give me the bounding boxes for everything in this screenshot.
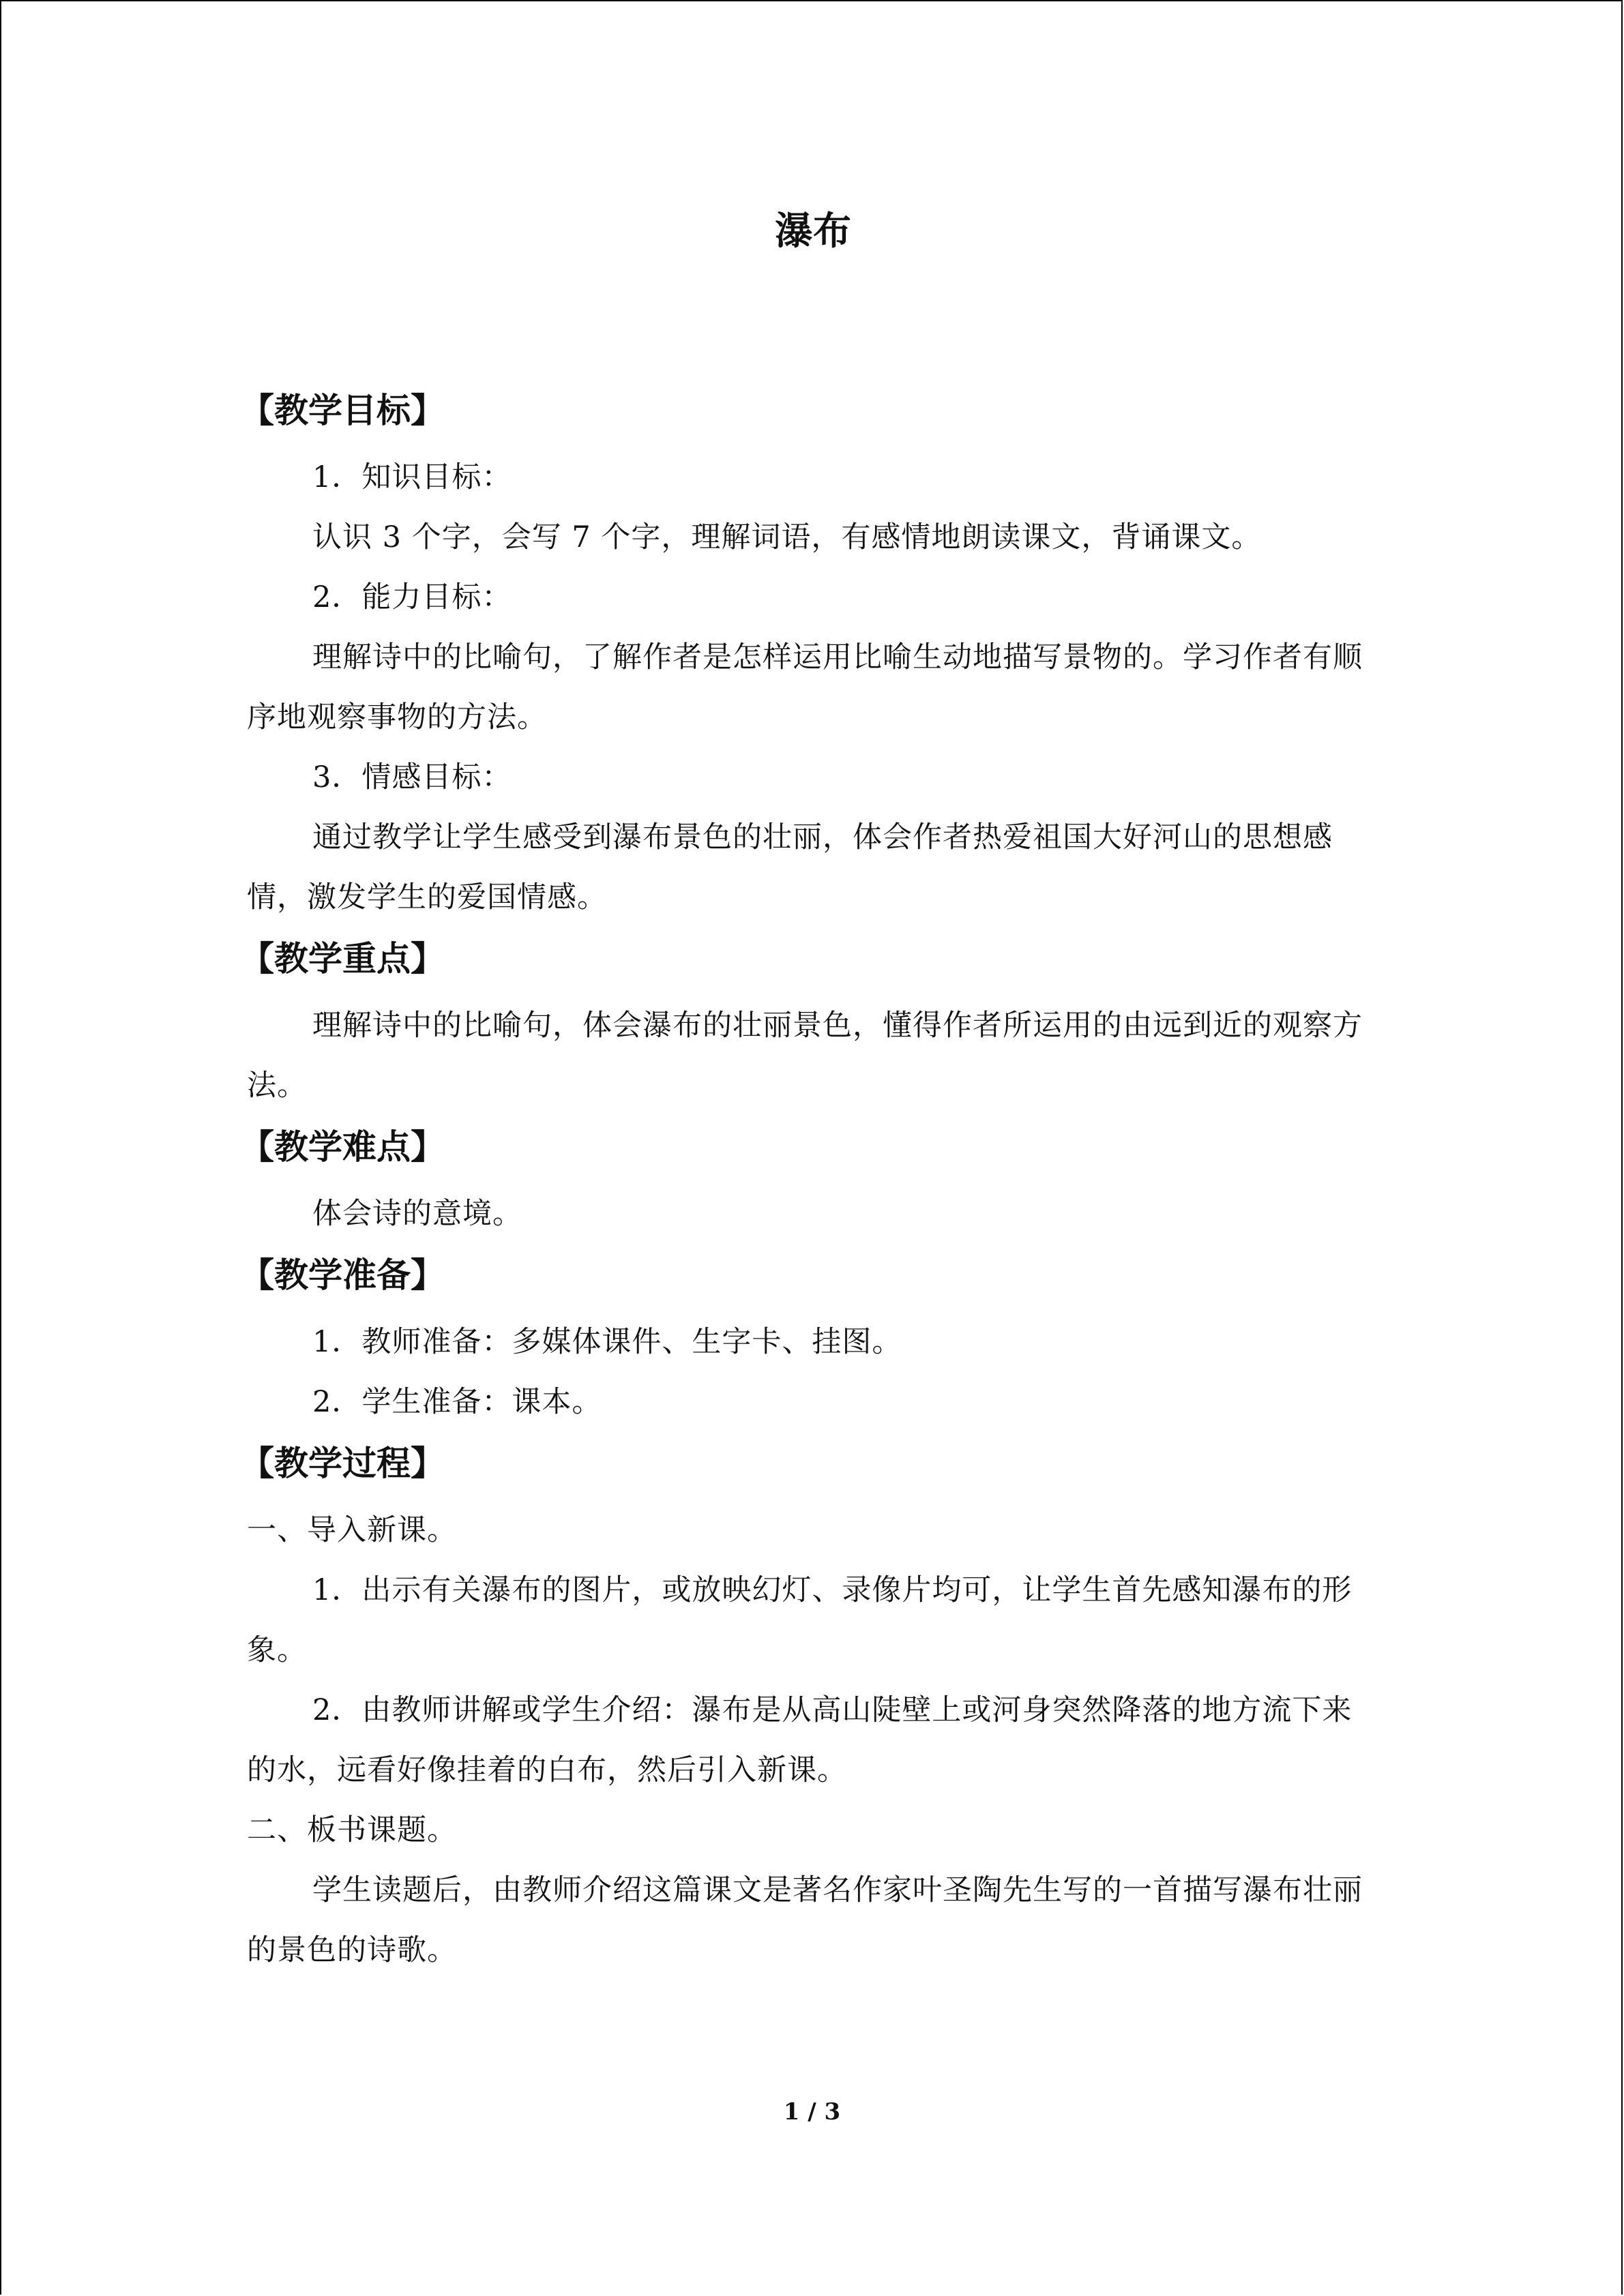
objective-emotion-label: 3．情感目标： [312,760,512,794]
document-body [240,205,1379,1980]
objective-ability-text: 理解诗中的比喻句，了解作者是怎样运用比喻生动地描写景物的。学习作者有顺序地观察事物的方法。 [247,640,1363,734]
objective-knowledge-label: 1．知识目标： [312,460,512,494]
section-heading-difficulties: 【教学难点】 [240,1127,445,1167]
objective-knowledge-text: 认识 3 个字，会写 7 个字，理解词语，有感情地朗读课文，背诵课文。 [312,520,1262,554]
process-step-2-title: 二、板书课题。 [247,1813,457,1847]
section-heading-preparation: 【教学准备】 [240,1255,445,1295]
page-title: 瀑布 [775,209,851,254]
section-key-points [240,931,1379,1116]
section-difficulties [240,1120,1379,1244]
objective-emotion-text: 通过教学让学生感受到瀑布景色的壮丽，体会作者热爱祖国大好河山的思想感情，激发学生的爱国情感。 [247,820,1333,914]
preparation-teacher: 1．教师准备：多媒体课件、生字卡、挂图。 [312,1325,902,1359]
difficulties-text: 体会诗的意境。 [312,1197,522,1231]
section-heading-key-points: 【教学重点】 [240,939,445,979]
process-step-2-text: 学生读题后，由教师介绍这篇课文是著名作家叶圣陶先生写的一首描写瀑布壮丽的景色的诗歌。 [247,1873,1363,1967]
section-heading-process: 【教学过程】 [240,1444,445,1483]
process-step-1-item-1: 1．出示有关瀑布的图片，或放映幻灯、录像片均可，让学生首先感知瀑布的形象。 [247,1573,1353,1667]
section-preparation [240,1248,1379,1432]
objective-ability-label: 2．能力目标： [312,580,512,614]
section-heading-objectives: 【教学目标】 [240,391,445,430]
key-points-text: 理解诗中的比喻句，体会瀑布的壮丽景色，懂得作者所运用的由远到近的观察方法。 [247,1009,1363,1103]
section-objectives [240,383,1379,927]
preparation-student: 2．学生准备：课本。 [312,1385,602,1419]
process-step-1-title: 一、导入新课。 [247,1513,457,1547]
page-number: 1 / 3 [783,2098,841,2126]
process-step-1-item-2: 2．由教师讲解或学生介绍：瀑布是从高山陡壁上或河身突然降落的地方流下来的水，远看好像挂着的白布，然后引入新课。 [247,1693,1353,1787]
section-process [240,1436,1379,1980]
